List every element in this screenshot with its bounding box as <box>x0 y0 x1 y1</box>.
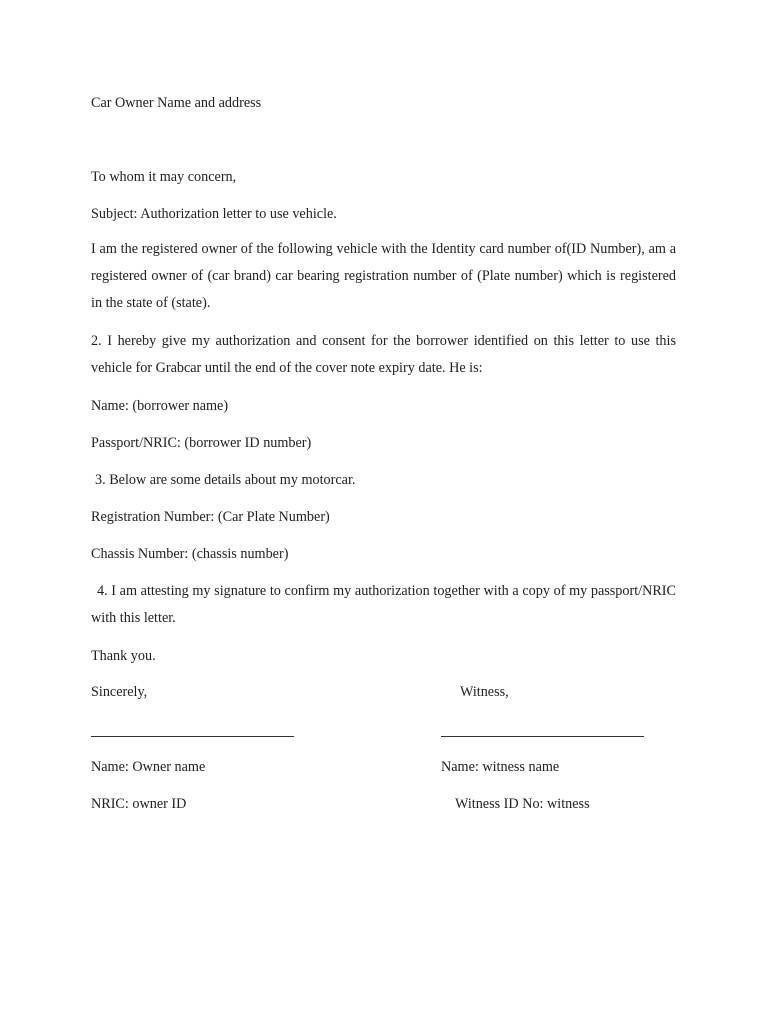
borrower-name-line: Name: (borrower name) <box>91 398 229 414</box>
witness-id-line: Witness ID No: witness <box>455 796 590 812</box>
owner-name-line: Name: Owner name <box>91 759 206 775</box>
closing-sincerely: Sincerely, <box>91 684 148 700</box>
witness-name-line: Name: witness name <box>441 759 560 775</box>
thanks-line: Thank you. <box>91 648 156 664</box>
paragraph-vehicle-details: 3. Below are some details about my motorcar. <box>95 472 356 488</box>
paragraph-ownership: I am the registered owner of the following vehicle with the Identity card number of(ID Number), am a registered owner of (car brand) car bearing registration number of (Plate number) which is registered in the state of (state). <box>91 241 676 311</box>
subject-line: Subject: Authorization letter to use vehicle. <box>91 206 337 222</box>
owner-nric-line: NRIC: owner ID <box>91 796 187 812</box>
salutation: To whom it may concern, <box>91 169 237 185</box>
witness-label: Witness, <box>460 684 509 700</box>
chassis-number-line: Chassis Number: (chassis number) <box>91 546 289 562</box>
witness-signature-line <box>441 736 644 737</box>
paragraph-authorization: 2. I hereby give my authorization and consent for the borrower identified on this letter to use this vehicle for Grabcar until the end of the cover note expiry date. He is: <box>91 333 676 376</box>
owner-name-address-header: Car Owner Name and address <box>91 95 262 111</box>
borrower-id-line: Passport/NRIC: (borrower ID number) <box>91 435 312 451</box>
owner-signature-line <box>91 736 294 737</box>
registration-number-line: Registration Number: (Car Plate Number) <box>91 509 330 525</box>
paragraph-attestation: 4. I am attesting my signature to confirm my authorization together with a copy of my passport/NRIC with this letter. <box>91 583 676 626</box>
